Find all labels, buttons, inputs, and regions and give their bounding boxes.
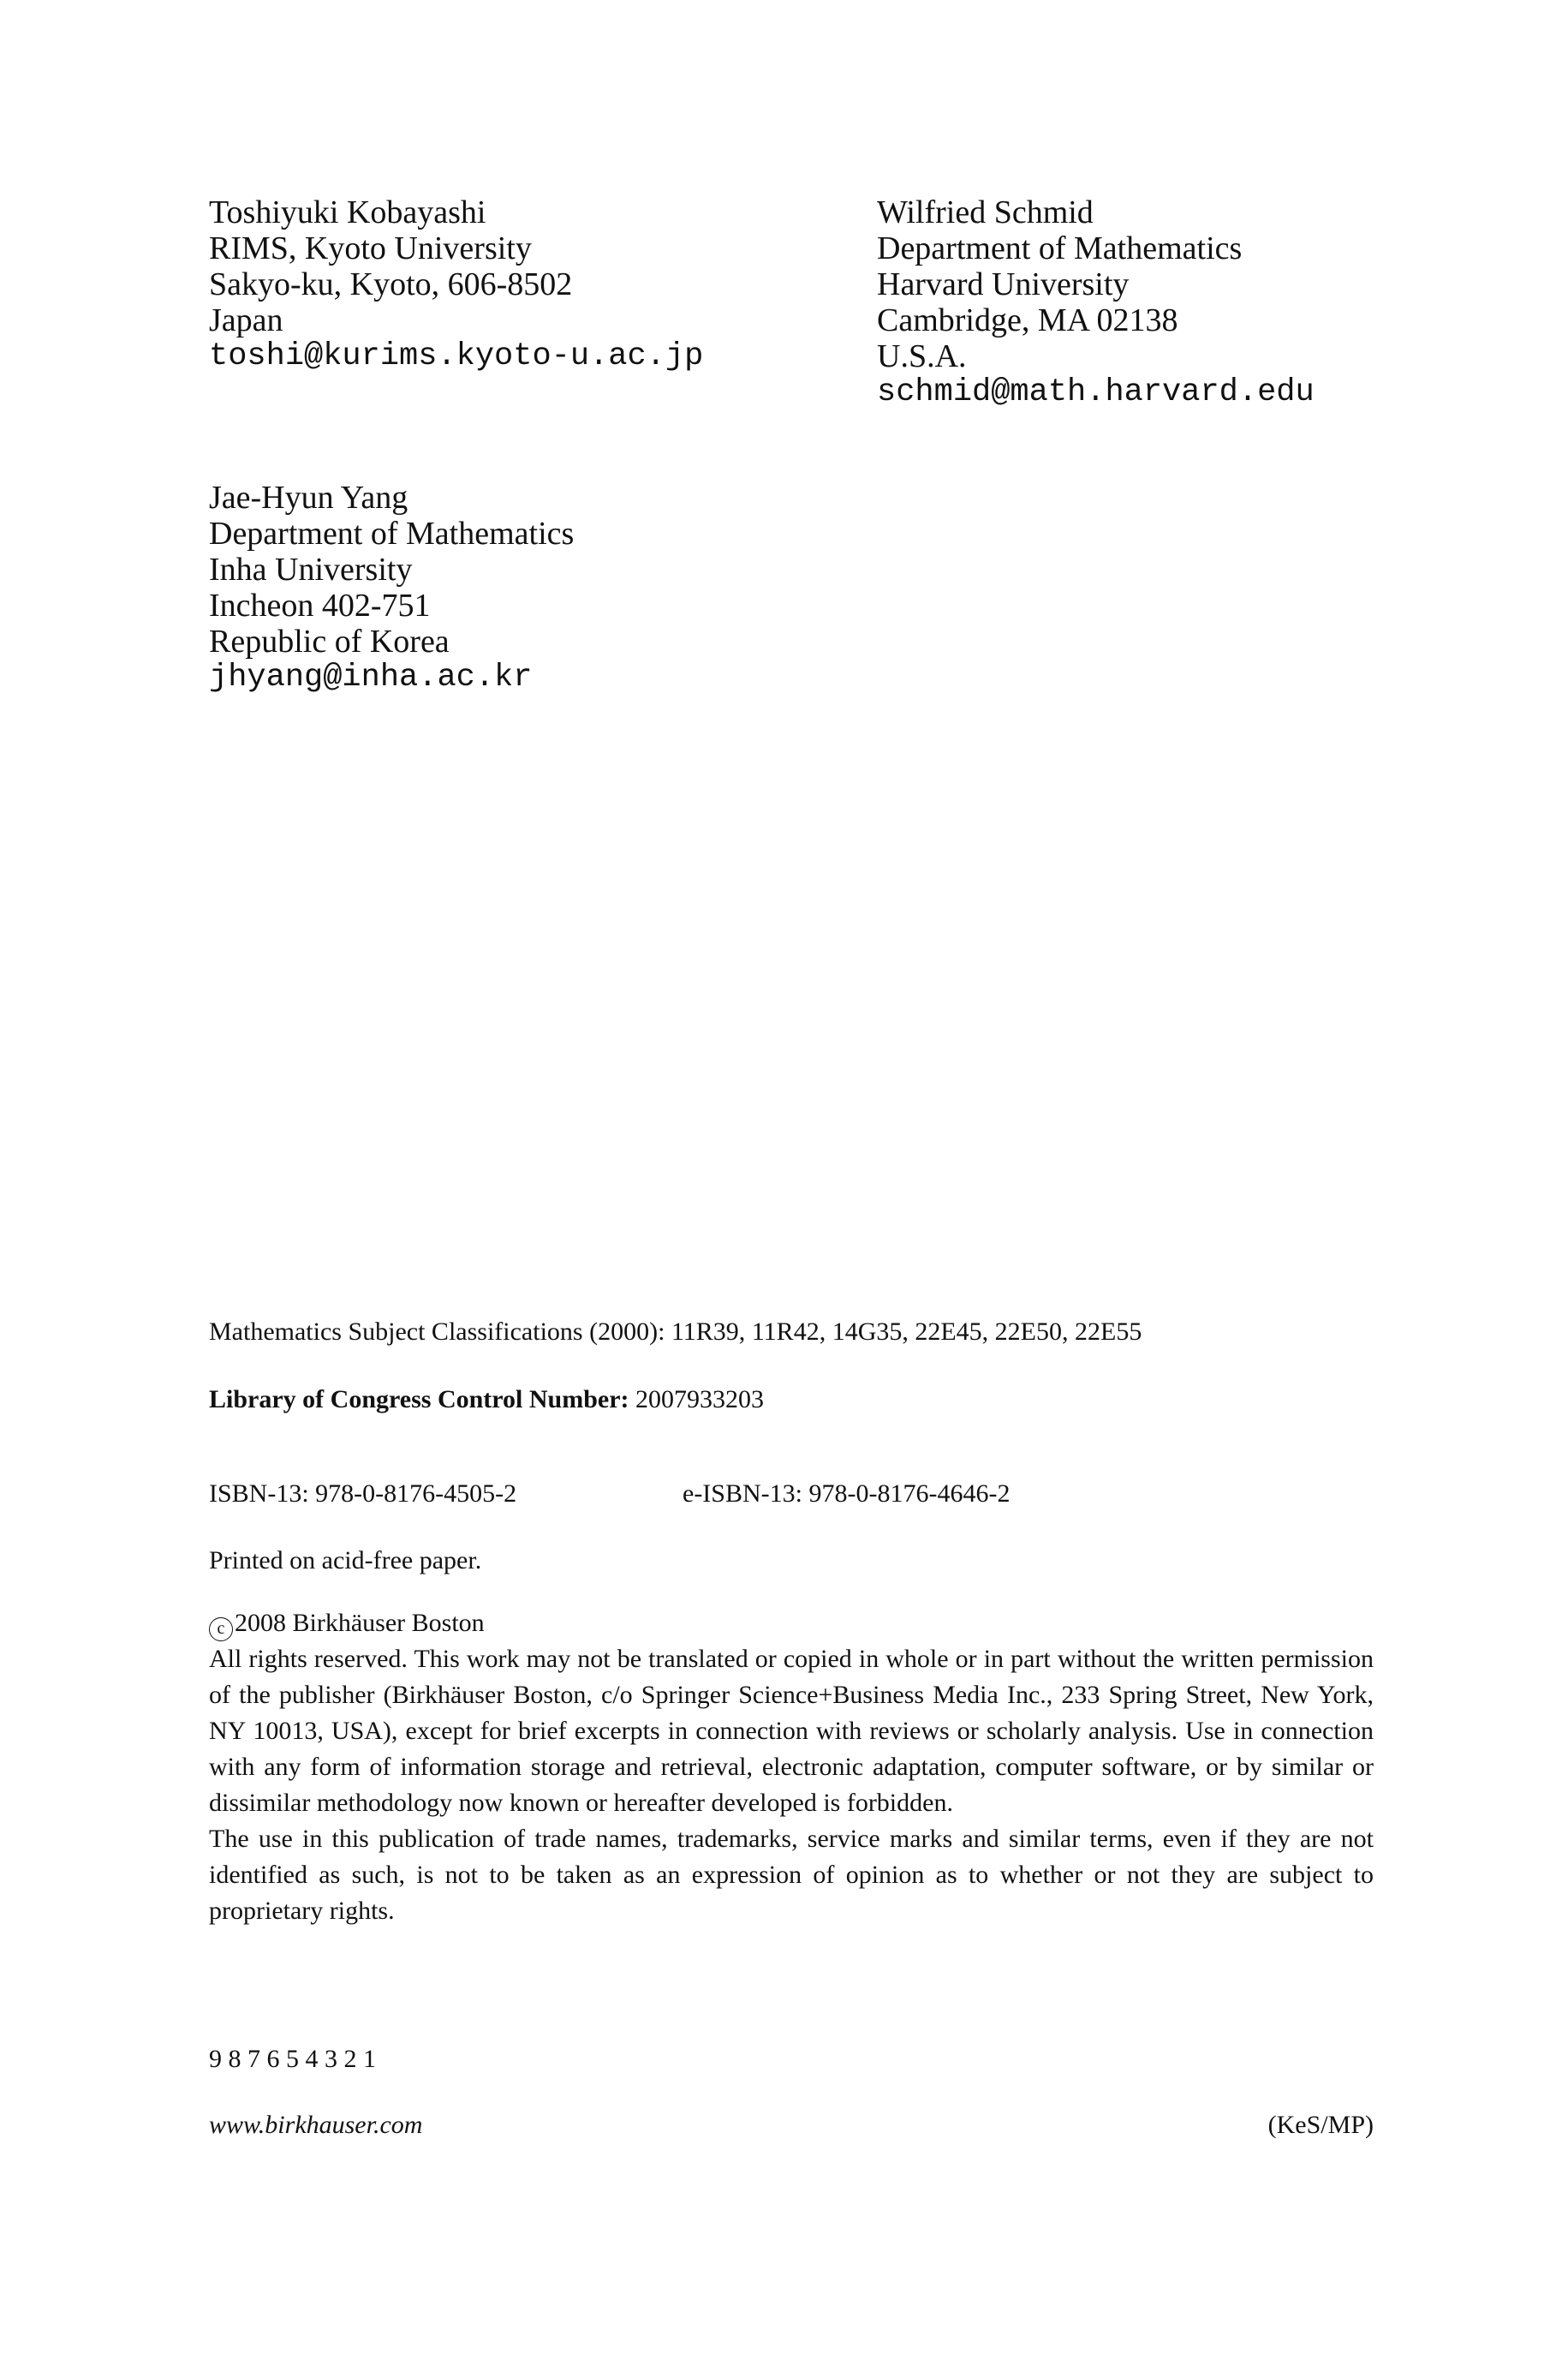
typesetter-code: (KeS/MP) bbox=[1267, 2111, 1374, 2139]
author-affiliation: Harvard University bbox=[877, 266, 1130, 302]
author-block-schmid bbox=[877, 194, 1315, 410]
author-block-kobayashi bbox=[209, 194, 703, 374]
author-email: schmid@math.harvard.edu bbox=[877, 374, 1315, 410]
publisher-url[interactable]: www.birkhauser.com bbox=[209, 2111, 423, 2139]
author-department: Department of Mathematics bbox=[209, 516, 575, 552]
subject-classification: Mathematics Subject Classifications (2000): 11R39, 11R42, 14G35, 22E45, 22E50, 22E55 bbox=[209, 1317, 1142, 1346]
author-country: U.S.A. bbox=[877, 338, 967, 374]
printing-number-line: 9 8 7 6 5 4 3 2 1 bbox=[209, 2045, 376, 2073]
lccn-label: Library of Congress Control Number: bbox=[209, 1385, 629, 1413]
copyright-holder: 2008 Birkhäuser Boston bbox=[235, 1609, 485, 1637]
isbn: ISBN-13: 978-0-8176-4505-2 bbox=[209, 1479, 517, 1508]
paper-note: Printed on acid-free paper. bbox=[209, 1546, 482, 1574]
footer bbox=[209, 2107, 1374, 2143]
rights-statement: All rights reserved. This work may not be translated or copied in whole or in part without the written permission of the publisher (Birkhäuser Boston, c/o Springer Science+Business Media Inc., 233 Spring Street, New York, NY 10013, USA), except for brief excerpts in connection with reviews or scholarly analysis. Use in connection with any form of information storage and retrieval, electronic adaptation, computer software, or by similar or dissimilar methodology now known or hereafter developed is forbidden. bbox=[209, 1645, 1374, 1817]
e-isbn: e-ISBN-13: 978-0-8176-4646-2 bbox=[683, 1479, 1011, 1508]
copyright-notice bbox=[209, 1605, 1374, 1929]
author-affiliation: RIMS, Kyoto University bbox=[209, 230, 532, 266]
author-affiliation: Inha University bbox=[209, 552, 413, 588]
author-name: Jae-Hyun Yang bbox=[209, 480, 408, 516]
author-department: Department of Mathematics bbox=[877, 230, 1243, 266]
author-address: Sakyo-ku, Kyoto, 606-8502 bbox=[209, 266, 573, 302]
author-name: Wilfried Schmid bbox=[877, 194, 1094, 230]
author-block-yang bbox=[209, 480, 574, 696]
author-email: jhyang@inha.ac.kr bbox=[209, 660, 533, 696]
lccn-line bbox=[209, 1382, 1374, 1418]
lccn-value: 2007933203 bbox=[635, 1385, 765, 1413]
author-address: Incheon 402-751 bbox=[209, 588, 431, 624]
copyright-line bbox=[209, 1605, 1374, 1641]
author-email: toshi@kurims.kyoto-u.ac.jp bbox=[209, 338, 704, 374]
author-address: Cambridge, MA 02138 bbox=[877, 302, 1178, 338]
author-name: Toshiyuki Kobayashi bbox=[209, 194, 486, 230]
author-country: Republic of Korea bbox=[209, 624, 450, 660]
copyright-icon: c bbox=[209, 1617, 233, 1641]
isbn-line bbox=[209, 1476, 1374, 1512]
author-country: Japan bbox=[209, 302, 283, 338]
trademark-statement: The use in this publication of trade names, trademarks, service marks and similar terms, even if they are not identified as such, is not to be taken as an expression of opinion as to whether or not they are subject to proprietary rights. bbox=[209, 1825, 1374, 1925]
